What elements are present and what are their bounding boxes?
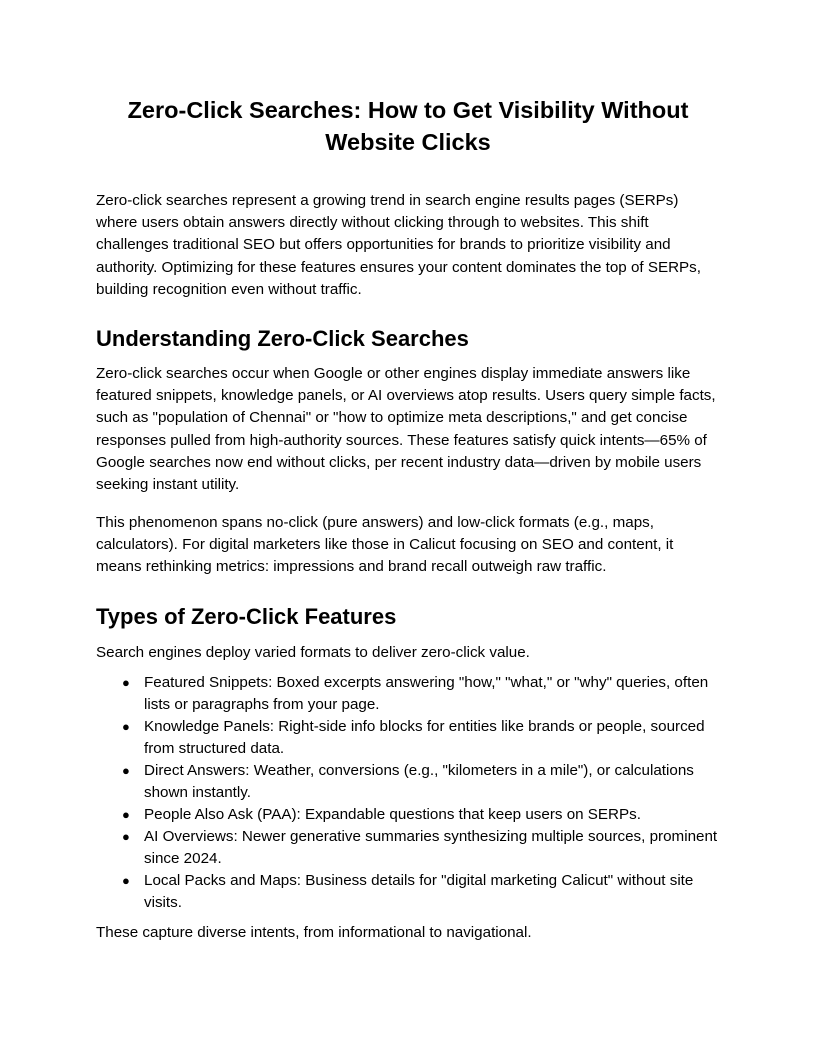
list-item: ● People Also Ask (PAA): Expandable questions that keep users on SERPs.: [96, 804, 722, 826]
bullet-icon: ●: [122, 807, 130, 822]
list-item: ● Local Packs and Maps: Business details for "digital marketing Calicut" without site visits.: [122, 872, 694, 911]
bullet-icon: ●: [122, 829, 130, 844]
bullet-icon: ●: [122, 763, 130, 778]
types-lead-paragraph: Search engines deploy varied formats to deliver zero-click value.: [96, 644, 530, 661]
list-item: ● Featured Snippets: Boxed excerpts answering "how," "what," or "why" queries, often lists or paragraphs from your page.: [122, 674, 709, 713]
list-item: ● Direct Answers: Weather, conversions (e.g., "kilometers in a mile"), or calculations shown instantly.: [122, 762, 694, 801]
section-heading-understanding: Understanding Zero-Click Searches: [96, 326, 469, 351]
understanding-paragraph-1: Zero-click searches occur when Google or other engines display immediate answers like featured snippets, knowledge panels, or AI overviews atop results. Users query simple facts, such as "population of Chennai" or "how to optimize meta descriptions," and get concise responses pulled from high-authority sources. These features satisfy quick intents—65% of Google searches now end without clicks, per recent industry data—driven by mobile users seeking instant utility.: [96, 365, 716, 494]
understanding-paragraph-2: This phenomenon spans no-click (pure answers) and low-click formats (e.g., maps, calculators). For digital marketers like those in Calicut focusing on SEO and content, it means rethinking metrics: impressions and brand recall outweigh raw traffic.: [96, 514, 674, 576]
feature-list: [96, 672, 722, 914]
section-heading-types: Types of Zero-Click Features: [96, 604, 397, 629]
document-title: Zero-Click Searches: How to Get Visibility Without Website Clicks: [127, 97, 689, 155]
list-item: ● Knowledge Panels: Right-side info blocks for entities like brands or people, sourced from structured data.: [122, 718, 705, 757]
list-item: ● AI Overviews: Newer generative summaries synthesizing multiple sources, prominent since 2024.: [122, 828, 718, 867]
intro-paragraph: Zero-click searches represent a growing trend in search engine results pages (SERPs) where users obtain answers directly without clicking through to websites. This shift challenges traditional SEO but offers opportunities for brands to prioritize visibility and authority. Optimizing for these features ensures your content dominates the top of SERPs, building recognition even without traffic.: [96, 192, 701, 298]
bullet-icon: ●: [122, 719, 130, 734]
types-closing-paragraph: These capture diverse intents, from informational to navigational.: [96, 924, 532, 941]
bullet-icon: ●: [122, 675, 130, 690]
bullet-icon: ●: [122, 873, 130, 888]
